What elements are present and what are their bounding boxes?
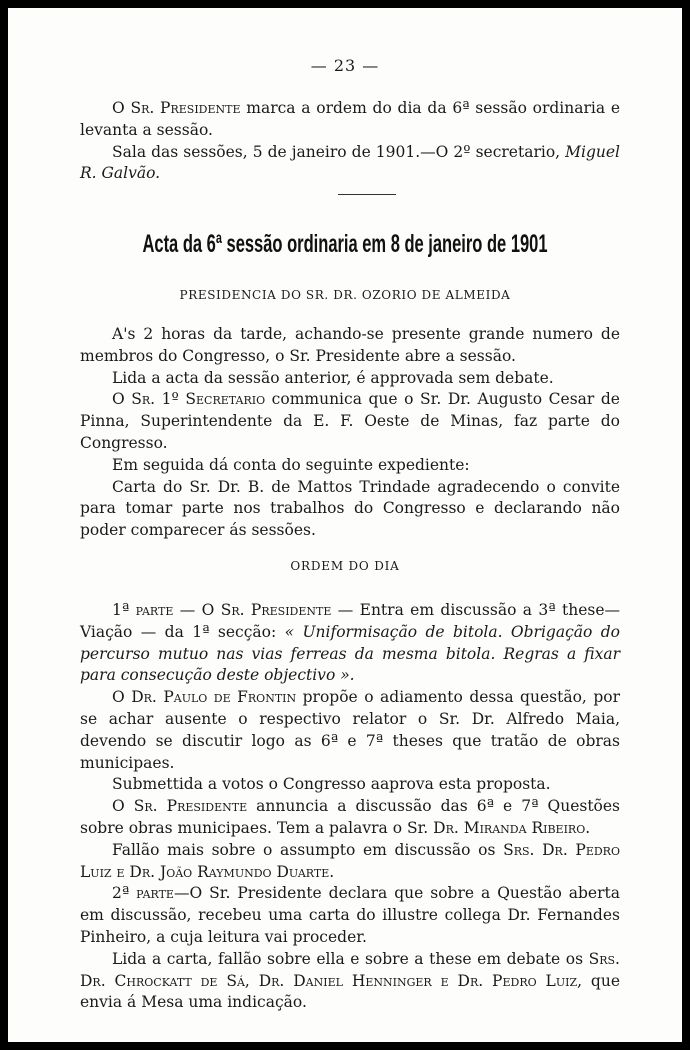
paragraph-letter: Carta do Sr. Dr. B. de Mattos Trindade agradecendo o convite para tomar parte nos trabalhos do Congresso e declarando não poder comparecer ás sessões. (80, 477, 620, 540)
page-number: — 23 — (310, 56, 380, 75)
paragraph-president-announces: O Sr. Presidente annuncia a discussão das 6ª e 7ª Questões sobre obras municipaes. Tem a palavra o Sr. Dr. Miranda Ribeiro. (80, 797, 621, 837)
paragraph-speakers: Fallão mais sobre o assumpto em discussão os Srs. Dr. Pedro Luiz e Dr. João Raymundo Duarte. (80, 840, 620, 881)
paragraph-expediente: Em seguida dá conta do seguinte expediente: (112, 455, 470, 474)
document-page (8, 8, 682, 1042)
paragraph-signature: Sala das sessões, 5 de janeiro de 1901.—O 2º secretario, Miguel R. Galvão. (80, 142, 620, 183)
paragraph-letter-read: Lida a carta, fallão sobre ella e sobre a these em debate os Srs. Dr. Chrockatt de Sá, Dr. Daniel Henninger e Dr. Pedro Luiz, que envia á Mesa uma indicação. (80, 949, 620, 1012)
presidency-line: PRESIDENCIA DO SR. DR. OZORIO DE ALMEIDA (179, 288, 511, 302)
section-divider (338, 194, 396, 195)
paragraph-closing: O Sr. Presidente marca a ordem do dia da 6ª sessão ordinaria e levanta a sessão. (80, 99, 621, 139)
paragraph-frontin: O Dr. Paulo de Frontin propõe o adiamento dessa questão, por se achar ausente o respectivo relator o Sr. Dr. Alfredo Maia, devendo se discutir logo as 6ª e 7ª theses que tratão de obras municipaes. (80, 688, 620, 772)
paragraph-first-part: 1ª parte — O Sr. Presidente — Entra em discussão a 3ª these—Viação — da 1ª secção: « Uniformisação de bitola. Obrigação do percurso mutuo nas vias ferreas da mesma bitola. Regras a fixar para consecução deste objectivo ». (80, 601, 620, 685)
agenda-section (80, 600, 620, 1014)
paragraph-opening: A's 2 horas da tarde, achando-se presente grande numero de membros do Congresso, o Sr. Presidente abre a sessão. (80, 325, 620, 365)
paragraph-vote: Submettida a votos o Congresso aaprova esta proposta. (112, 775, 551, 794)
paragraph-second-part: 2ª parte—O Sr. Presidente declara que sobre a Questão aberta em discussão, recebeu uma carta do illustre collega Dr. Fernandes Pinheiro, a cuja leitura vai proceder. (80, 884, 620, 946)
paragraph-minutes-approved: Lida a acta da sessão anterior, é approvada sem debate. (112, 368, 554, 387)
paragraph-secretary: O Sr. 1º Secretario communica que o Sr. Dr. Augusto Cesar de Pinna, Superintendente da E. F. Oeste de Minas, faz parte do Congresso. (80, 390, 620, 452)
minutes-title: Acta da 6ª sessão ordinaria em 8 de janeiro de 1901 (142, 230, 548, 258)
closing-section (80, 98, 620, 185)
opening-section (80, 324, 620, 542)
agenda-heading: ORDEM DO DIA (290, 559, 400, 573)
